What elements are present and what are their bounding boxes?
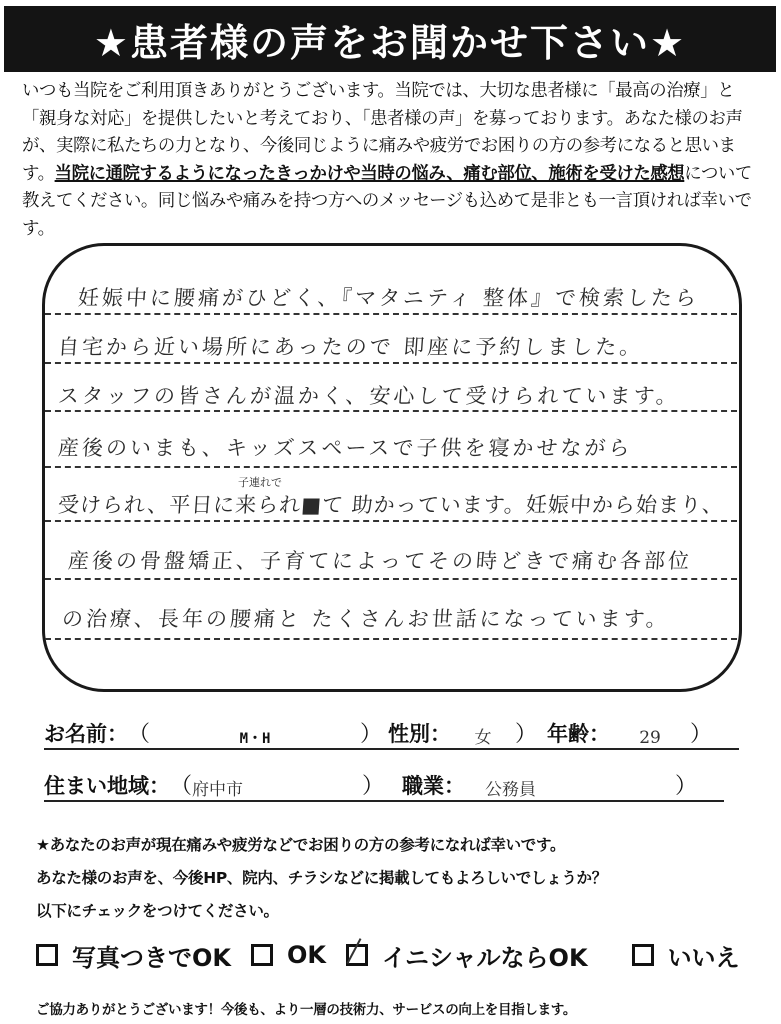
- checkbox[interactable]: [632, 944, 654, 966]
- paren: ）: [515, 722, 538, 747]
- gender-field[interactable]: 女: [474, 728, 492, 748]
- profile-row-1: [44, 714, 739, 750]
- age-field[interactable]: 29: [639, 728, 661, 748]
- testimonial-line: 受けられ、平日に来られ■て 助かっています。妊娠中から始まり、: [57, 493, 725, 517]
- consent-option-photo-ok[interactable]: [36, 938, 231, 973]
- option-label: イニシャルならOK: [382, 943, 588, 972]
- profile-row-2: [44, 766, 724, 802]
- page-title-banner: [4, 6, 776, 72]
- checkbox[interactable]: [36, 944, 58, 966]
- testimonial-line: スタッフの皆さんが温かく、安心して受けられています。: [57, 384, 681, 408]
- consent-option-initials-ok[interactable]: [346, 938, 588, 973]
- testimonial-line: 産後の骨盤矯正、子育てによってその時どきで痛む各部位: [67, 549, 693, 573]
- option-label: OK: [287, 941, 326, 969]
- testimonial-line: の治療、長年の腰痛と たくさんお世話になっています。: [61, 607, 671, 631]
- check-mark-icon: [347, 938, 362, 964]
- dashed-rule: [45, 466, 737, 468]
- page-title: ★患者様の声をお聞かせ下さい★: [93, 20, 687, 65]
- footer-message: ご協力ありがとうございます！今後も、より一層の技術力、サービスの向上を目指します。: [36, 1002, 577, 1018]
- dashed-rule: [45, 520, 737, 522]
- notice-line: あなた様のお声を、今後HP、院内、チラシなどに掲載してもよろしいでしょうか？: [36, 869, 607, 887]
- intro-paragraph: [22, 78, 767, 243]
- intro-text-end: について教えてください。同じ悩みや痛みを持つ方へのメッセージも込めて是非とも一言頂ければ幸いです。: [22, 163, 752, 239]
- occupation-field[interactable]: 公務員: [485, 780, 537, 800]
- paren: ）: [690, 722, 713, 747]
- handwritten-insertion: 子連れで: [238, 476, 282, 489]
- paren: （: [128, 722, 151, 747]
- area-field[interactable]: 府中市: [192, 780, 244, 800]
- dashed-rule: [45, 578, 737, 580]
- testimonial-line: 自宅から近い場所にあったので 即座に予約しました。: [57, 335, 645, 359]
- dashed-rule: [45, 313, 737, 315]
- age-label: 年齢：: [547, 722, 611, 746]
- gender-label: 性別：: [388, 722, 452, 746]
- occupation-label: 職業：: [402, 774, 466, 798]
- intro-text: いつも当院をご利用頂きありがとうございます。当院では、大切な患者様に「最高の治療」と「親身な対応」を提供したいと考えており、「患者様の声」を募っております。あなた様のお声が、実際に私たちの力となり、今後同じように痛みや疲労でお困りの方の参考になると思います。: [22, 81, 743, 184]
- dashed-rule: [45, 638, 737, 640]
- notice-line: 以下にチェックをつけてください。: [36, 902, 279, 920]
- checkbox[interactable]: [251, 944, 273, 966]
- dashed-rule: [45, 362, 737, 364]
- name-label: お名前：: [44, 722, 128, 746]
- checkbox-checked[interactable]: [346, 944, 368, 966]
- paren: ）: [675, 774, 698, 799]
- consent-option-no[interactable]: [632, 938, 740, 973]
- dashed-rule: [45, 410, 737, 412]
- testimonial-line: 産後のいまも、キッズスペースで子供を寝かせながら: [57, 436, 634, 460]
- paren: ）: [362, 774, 385, 799]
- testimonial-line: 妊娠中に腰痛がひどく、『マタニティ 整体』で検索したら: [77, 286, 700, 310]
- notice-line: ★あなたのお声が現在痛みや疲労などでお困りの方の参考になれば幸いです。: [36, 836, 566, 854]
- consent-option-ok[interactable]: [251, 941, 326, 969]
- area-label: 住まい地域：: [44, 774, 170, 798]
- consent-options: [36, 937, 766, 973]
- option-label: いいえ: [667, 943, 740, 972]
- paren: ）: [360, 722, 383, 747]
- paren: （: [170, 774, 193, 799]
- option-label: 写真つきでOK: [72, 943, 231, 972]
- intro-emphasis: 当院に通院するようになったきっかけや当時の悩み、痛む部位、施術を受けた感想: [54, 163, 685, 184]
- name-field[interactable]: M・H: [239, 731, 271, 747]
